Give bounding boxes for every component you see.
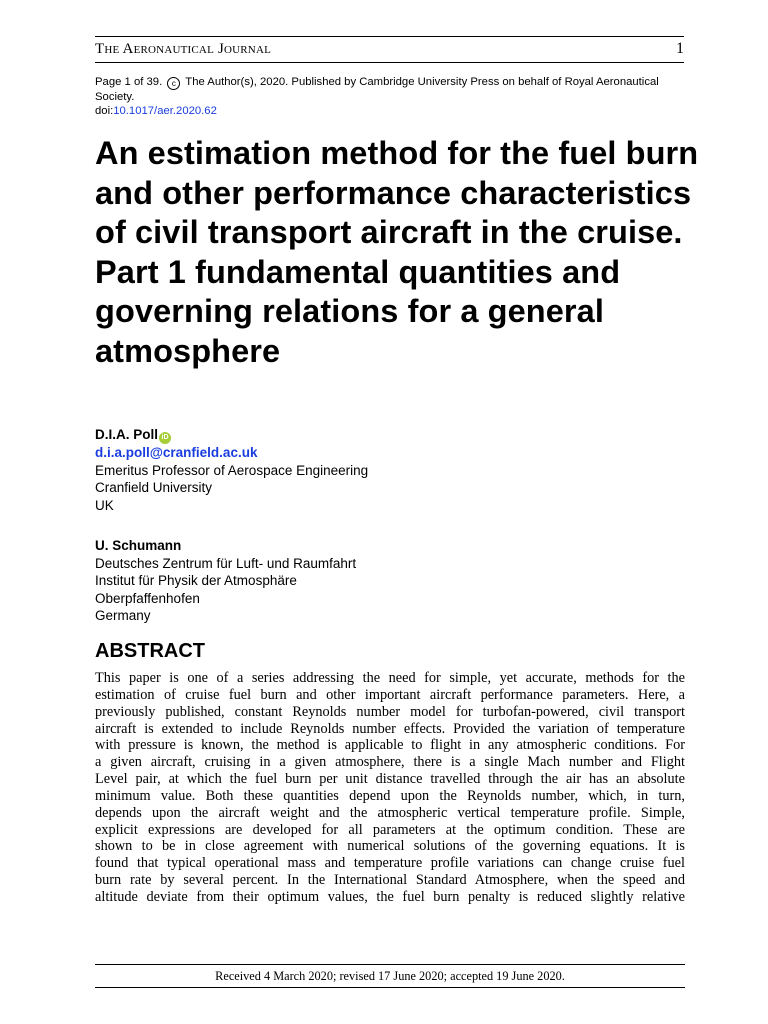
footer-rule-bottom	[95, 987, 685, 988]
abstract-body	[95, 670, 685, 906]
affiliation-line: Deutsches Zentrum für Luft- und Raumfahrt	[95, 555, 357, 571]
abstract-line: a given aircraft, cruising in a given atmosphere, there is a single Mach number and Flight	[95, 754, 685, 771]
paper-title: An estimation method for the fuel burn and other performance characteristics of civil transport aircraft in the cruise. Part 1 fundamental quantities and governing relations for a general atmosphere	[95, 135, 699, 369]
author-block-schumann	[95, 537, 695, 625]
abstract-line: explicit expressions are developed for all parameters at the optimum condition. These are	[95, 821, 685, 838]
abstract-line: with pressure is known, the method is applicable to flight in any atmospheric conditions. For	[95, 737, 685, 754]
journal-name: The Aeronautical Journal	[95, 41, 272, 57]
publisher-statement: The Author(s), 2020. Published by Cambridge University Press on behalf of Royal Aeronautical Society.	[95, 76, 659, 103]
abstract-line: burn rate by several percent. In the International Standard Atmosphere, when the speed and	[95, 872, 685, 889]
affiliation-line: Cranfield University	[95, 480, 213, 496]
doi-link[interactable]: 10.1017/aer.2020.62	[113, 105, 217, 117]
running-head	[95, 40, 684, 63]
page-number: 1	[676, 40, 684, 57]
publication-info	[95, 75, 685, 118]
orcid-icon[interactable]: iD	[159, 432, 171, 444]
affiliation-line: UK	[95, 497, 114, 513]
abstract-line: estimation of cruise fuel burn and other important aircraft performance parameters. Here, a	[95, 686, 685, 703]
abstract-line: depends upon the aircraft weight and the atmospheric vertical temperature profile. Simple,	[95, 804, 685, 821]
copyright-icon: c	[167, 77, 180, 90]
doi-label: doi:	[95, 105, 114, 117]
author-name: D.I.A. Poll	[95, 427, 159, 442]
footer-rule-top	[95, 964, 685, 965]
abstract-line: altitude deviate from their optimum values, the fuel burn penalty is reduced slightly relative	[95, 888, 685, 905]
author-name: U. Schumann	[95, 538, 182, 553]
abstract-line: aircraft is extended to include Reynolds number effects. Provided the variation of temperature	[95, 720, 685, 737]
abstract-line: This paper is one of a series addressing the need for simple, yet accurate, methods for the	[95, 670, 685, 686]
abstract-line: minimum value. Both these quantities depend upon the Reynolds number, which, in turn,	[95, 787, 685, 804]
author-email-link[interactable]: d.i.a.poll@cranfield.ac.uk	[95, 445, 258, 460]
abstract-line: previously published, constant Reynolds number model for turbofan-powered, civil transport	[95, 703, 685, 720]
author-block-poll	[95, 426, 695, 514]
abstract-heading: ABSTRACT	[95, 640, 205, 662]
page-count-text: Page 1 of 39.	[95, 76, 163, 88]
affiliation-line: Oberpfaffenhofen	[95, 590, 200, 606]
affiliation-line: Germany	[95, 608, 151, 624]
affiliation-line: Emeritus Professor of Aerospace Engineering	[95, 462, 369, 478]
header-top-rule	[95, 36, 684, 37]
abstract-line: found that typical operational mass and temperature profile variations can change cruise fuel	[95, 855, 685, 872]
abstract-line: shown to be in close agreement with numerical solutions of the governing equations. It is	[95, 838, 685, 855]
received-dates: Received 4 March 2020; revised 17 June 2020; accepted 19 June 2020.	[215, 969, 565, 983]
abstract-line: Level pair, at which the fuel burn per unit distance travelled through the air has an absolute	[95, 771, 685, 788]
affiliation-line: Institut für Physik der Atmosphäre	[95, 573, 297, 589]
